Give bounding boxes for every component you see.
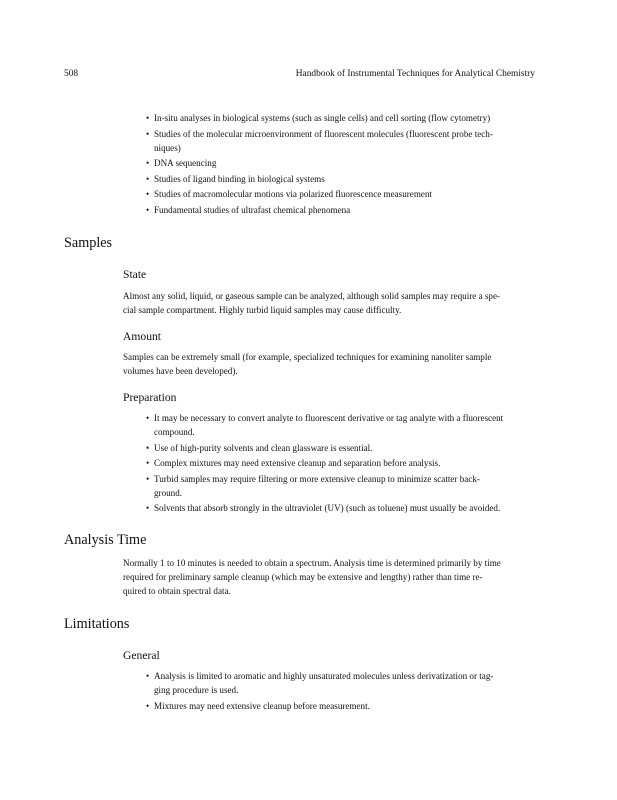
list-item (146, 411, 541, 439)
list-item (146, 669, 541, 697)
bullet-icon: • (146, 204, 150, 215)
list-item-text: In-situ analyses in biological systems (such as single cells) and cell sorting (flow cytometry) (154, 113, 491, 123)
bullet-icon: • (146, 413, 150, 423)
list-item (146, 156, 538, 170)
list-item-text: Turbid samples may require filtering or more extensive cleanup to minimize scatter back- ground. (154, 473, 480, 498)
list-item (146, 456, 541, 470)
list-item-text: Mixtures may need extensive cleanup before measurement. (154, 700, 370, 711)
list-item-text: Studies of the molecular microenvironment of fluorescent molecules (fluorescent probe tech- niques) (154, 128, 493, 153)
list-item (146, 203, 538, 217)
list-item-text: Analysis is limited to aromatic and highly unsaturated molecules unless derivatization or tag- ging procedure is used. (154, 671, 494, 695)
bullet-icon: • (146, 503, 150, 513)
bullet-icon: • (146, 173, 150, 184)
subheading-amount: Amount (123, 330, 162, 343)
section-heading-samples: Samples (64, 235, 113, 251)
bullet-icon: • (146, 189, 150, 199)
list-item-text: Solvents that absorb strongly in the ultraviolet (UV) (such as toluene) must usually be avoided. (154, 503, 501, 513)
amount-paragraph: Samples can be extremely small (for example, specialized techniques for examining nanoliter sample volumes have been developed). (123, 352, 492, 376)
subheading-preparation: Preparation (123, 391, 177, 404)
list-item (146, 501, 541, 515)
page-number: 508 (64, 69, 79, 79)
bullet-icon: • (146, 473, 150, 484)
list-item-text: Studies of macromolecular motions via polarized fluorescence measurement (154, 189, 433, 199)
list-item (146, 127, 538, 155)
list-item-text: It may be necessary to convert analyte to fluorescent derivative or tag analyte with a fluorescent compound. (154, 413, 504, 437)
list-item (146, 172, 538, 186)
subheading-state: State (123, 268, 147, 281)
bullet-icon: • (146, 700, 150, 711)
list-item (146, 187, 538, 201)
analysis-time-paragraph: Normally 1 to 10 minutes is needed to obtain a spectrum. Analysis time is determined primarily by time required for preliminary sample cleanup (which may be extensive and lengthy) rather than time re- quired to obtain spectral data. (123, 558, 501, 596)
list-item-text: DNA sequencing (154, 158, 217, 168)
preparation-list (146, 411, 541, 517)
bullet-icon: • (146, 671, 150, 681)
bullet-icon: • (146, 458, 150, 468)
list-item (146, 472, 541, 500)
general-limitations-list (146, 669, 541, 714)
list-item (146, 441, 541, 455)
section-heading-limitations: Limitations (64, 616, 130, 632)
bullet-icon: • (146, 113, 150, 123)
list-item-text: Use of high-purity solvents and clean glassware is essential. (154, 442, 373, 453)
bullet-icon: • (146, 128, 150, 139)
application-list (146, 111, 538, 218)
running-header (64, 69, 535, 83)
list-item-text: Complex mixtures may need extensive cleanup and separation before analysis. (154, 458, 441, 468)
section-heading-analysis-time: Analysis Time (64, 532, 147, 548)
list-item (146, 111, 538, 125)
list-item (146, 699, 541, 713)
list-item-text: Fundamental studies of ultrafast chemical phenomena (154, 204, 351, 215)
subheading-general: General (123, 649, 160, 662)
bullet-icon: • (146, 158, 150, 168)
running-title: Handbook of Instrumental Techniques for Analytical Chemistry (295, 69, 535, 79)
state-paragraph: Almost any solid, liquid, or gaseous sample can be analyzed, although solid samples may require a spe- cial sample compartment. Highly turbid liquid samples may cause difficulty. (123, 291, 501, 315)
bullet-icon: • (146, 442, 150, 453)
list-item-text: Studies of ligand binding in biological systems (154, 173, 325, 184)
